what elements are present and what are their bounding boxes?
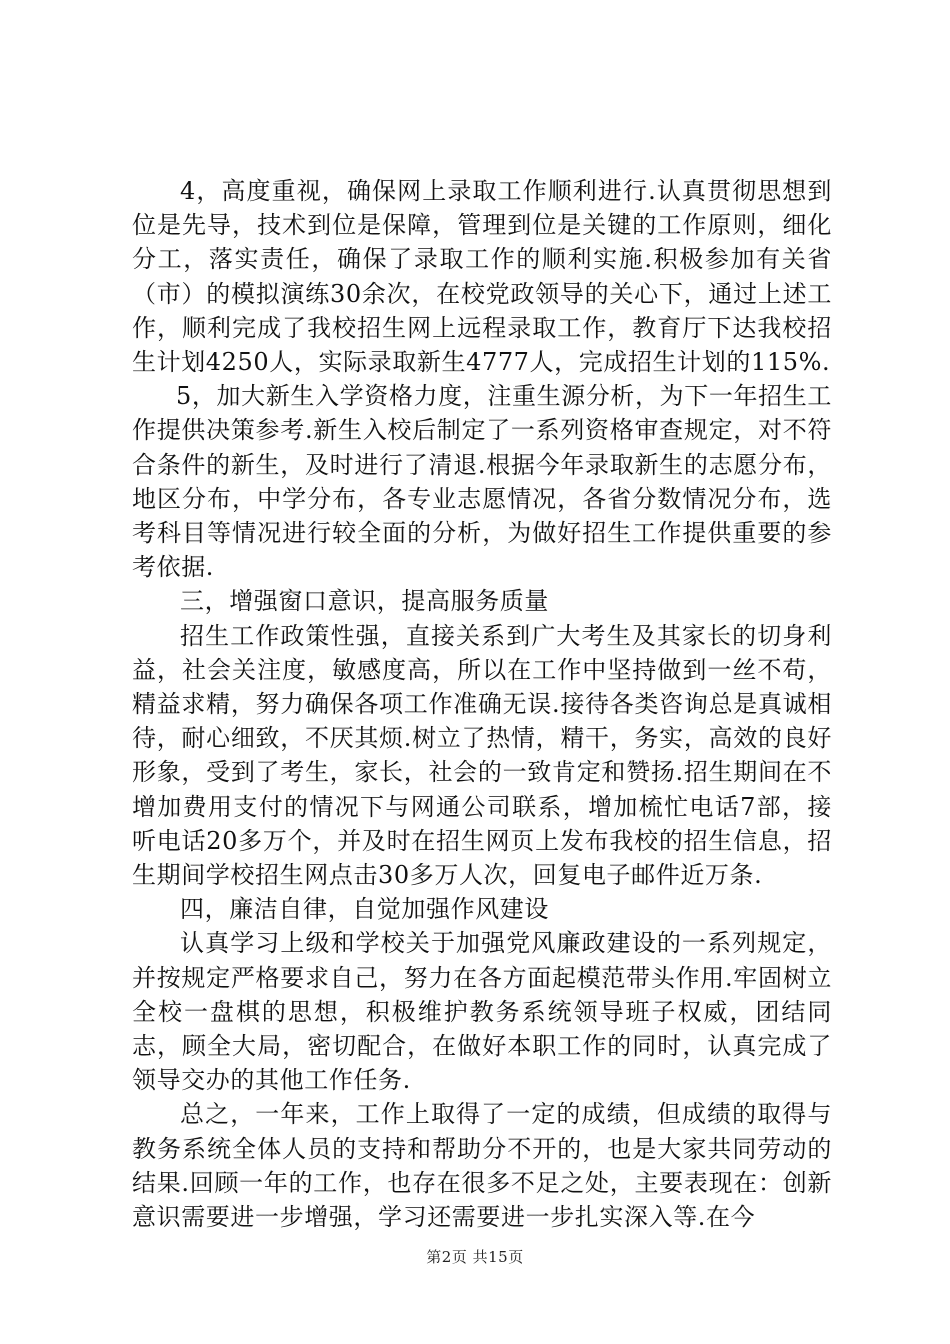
section-heading-4: 四，廉洁自律，自觉加强作风建设 [180, 895, 549, 924]
page-footer: 第2页 共15页 [426, 1248, 524, 1266]
document-body [132, 174, 832, 1234]
paragraph-integrity: 认真学习上级和学校关于加强党风廉政建设的一系列规定，并按规定严格要求自己，努力在各方面起模范带头作用.牢固树立全校一盘棋的思想，积极维护教务系统领导班子权威，团结同志，顾全大局，密切配合，在做好本职工作的同时，认真完成了领导交办的其他工作任务. [132, 929, 832, 1095]
paragraph-service-quality: 招生工作政策性强，直接关系到广大考生及其家长的切身利益，社会关注度，敏感度高，所以在工作中坚持做到一丝不苟，精益求精，努力确保各项工作准确无误.接待各类咨询总是真诚相待，耐心细致，不厌其烦.树立了热情，精干，务实，高效的良好形象，受到了考生，家长，社会的一致肯定和赞扬.招生期间在不增加费用支付的情况下与网通公司联系，增加梳忙电话7部，接听电话20多万个，并及时在招生网页上发布我校的招生信息，招生期间学校招生网点击30多万人次，回复电子邮件近万条. [132, 621, 832, 890]
paragraph-summary: 总之，一年来，工作上取得了一定的成绩，但成绩的取得与教务系统全体人员的支持和帮助分不开的，也是大家共同劳动的结果.回顾一年的工作，也存在很多不足之处，主要表现在：创新意识需要进一步增强，学习还需要进一步扎实深入等.在今 [132, 1100, 832, 1232]
paragraph-item-5: 5，加大新生入学资格力度，注重生源分析，为下一年招生工作提供决策参考.新生入校后制定了一系列资格审查规定，对不符合条件的新生，及时进行了清退.根据今年录取新生的志愿分布，地区分布，中学分布，各专业志愿情况，各省分数情况分布，选考科目等情况进行较全面的分析，为做好招生工作提供重要的参考依据. [132, 382, 832, 582]
section-heading-3: 三，增强窗口意识，提高服务质量 [180, 587, 549, 616]
paragraph-item-4: 4，高度重视，确保网上录取工作顺利进行.认真贯彻思想到位是先导，技术到位是保障，管理到位是关键的工作原则，细化分工，落实责任，确保了录取工作的顺利实施.积极参加有关省（市）的模拟演练30余次，在校党政领导的关心下，通过上述工作，顺利完成了我校招生网上远程录取工作，教育厅下达我校招生计划4250人，实际录取新生4777人，完成招生计划的115%. [132, 177, 832, 377]
